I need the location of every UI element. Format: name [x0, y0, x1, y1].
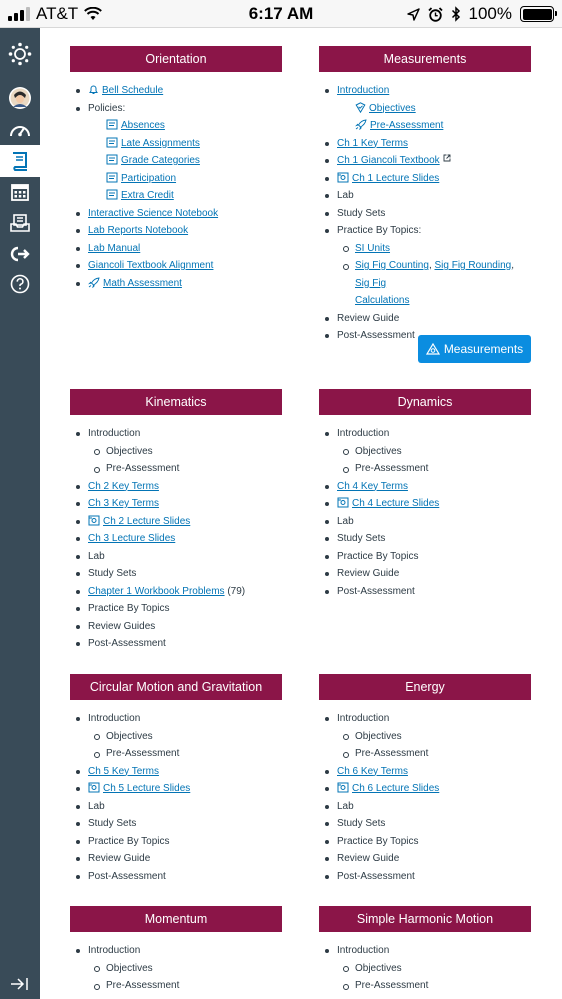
item-label: Introduction [88, 945, 141, 956]
module-header: Energy [319, 674, 531, 700]
list-item [70, 710, 282, 728]
list-item [319, 548, 531, 566]
link-sig-fig-calculations[interactable]: Sig Fig [355, 277, 387, 289]
bell-icon [88, 84, 99, 95]
link-pre-assessment[interactable]: Pre-Assessment [370, 120, 444, 131]
list-item [319, 960, 531, 978]
list-item [319, 117, 531, 135]
list-item [70, 275, 282, 293]
module-kinematics [70, 389, 282, 653]
list-item [319, 425, 531, 443]
item-label: Introduction [88, 713, 141, 724]
list-item [70, 170, 282, 188]
item-label: Lab [337, 800, 354, 812]
module-orientation [70, 46, 282, 292]
link-bell-schedule[interactable]: Bell Schedule [102, 85, 164, 96]
list-item [70, 460, 282, 478]
list-item [319, 798, 531, 816]
link-absences[interactable]: Absences [121, 120, 165, 131]
item-label: Lab [88, 800, 105, 812]
list-item [319, 240, 531, 258]
list-item [70, 565, 282, 583]
item-label: Introduction [88, 428, 141, 439]
link-giancoli-textbook[interactable]: Ch 1 Giancoli Textbook [337, 155, 440, 166]
item-label: Lab [88, 550, 105, 562]
list-item [319, 513, 531, 531]
list-item [70, 728, 282, 746]
list-item [70, 798, 282, 816]
list-item [319, 977, 531, 995]
link-grade-categories[interactable]: Grade Categories [121, 155, 200, 166]
item-label: Objectives [355, 445, 402, 457]
list-item [70, 152, 282, 170]
list-item [319, 745, 531, 763]
list-item [70, 425, 282, 443]
link-ch2-key-terms[interactable]: Ch 2 Key Terms [88, 480, 159, 492]
list-item [70, 763, 282, 781]
list-item [319, 460, 531, 478]
calendar-icon[interactable] [0, 176, 40, 208]
bluetooth-icon [451, 6, 461, 22]
list-item [70, 745, 282, 763]
module-header: Circular Motion and Gravitation [70, 674, 282, 700]
item-label: Study Sets [88, 818, 137, 829]
item-label: Pre-Assessment [355, 463, 429, 474]
list-item [70, 187, 282, 205]
list-item [70, 117, 282, 135]
list-item [319, 187, 531, 205]
link-ch5-lecture-slides[interactable]: Ch 5 Lecture Slides [103, 783, 191, 794]
item-label: Practice By Topics [88, 835, 170, 847]
list-item [70, 135, 282, 153]
item-label: Study Sets [337, 533, 386, 544]
list-item [70, 780, 282, 798]
list-item [70, 635, 282, 653]
module-header: Dynamics [319, 389, 531, 415]
list-item [70, 530, 282, 548]
list-item [70, 618, 282, 636]
slides-icon [88, 782, 100, 793]
list-item [319, 170, 531, 188]
item-label: Post-Assessment [337, 870, 415, 882]
item-label: Policies: [88, 102, 126, 114]
list-item [70, 600, 282, 618]
item-label: Post-Assessment [337, 585, 415, 597]
dashboard-icon[interactable] [0, 114, 40, 146]
list-item [319, 135, 531, 153]
item-label: Practice By Topics [337, 835, 419, 847]
list-item [319, 942, 531, 960]
module-dynamics [319, 389, 531, 600]
link-key-terms[interactable]: Ch 1 Key Terms [337, 137, 408, 149]
list-item [319, 850, 531, 868]
battery-icon [520, 6, 554, 22]
link-math-assessment[interactable]: Math Assessment [103, 277, 182, 289]
item-label: Pre-Assessment [355, 980, 429, 991]
measurements-button[interactable] [418, 335, 531, 363]
link-workbook-problems[interactable]: Chapter 1 Workbook Problems [88, 585, 225, 597]
item-label: Introduction [337, 428, 390, 439]
item-label: Post-Assessment [88, 638, 166, 649]
item-label: Pre-Assessment [106, 748, 180, 759]
module-header: Momentum [70, 906, 282, 932]
syllabus-icon [106, 137, 118, 148]
module-header: Orientation [70, 46, 282, 72]
list-item [319, 82, 531, 100]
status-bar [0, 0, 562, 28]
item-label: Pre-Assessment [106, 980, 180, 991]
item-label: Review Guide [337, 853, 400, 864]
module-energy [319, 674, 531, 885]
module-circular-motion [70, 674, 282, 885]
item-label: Practice By Topics: [337, 225, 422, 236]
list-item [319, 205, 531, 223]
triangle-icon [426, 343, 440, 355]
list-item [70, 257, 282, 275]
item-label: Objectives [106, 962, 153, 974]
item-label: Study Sets [88, 568, 137, 579]
syllabus-icon [106, 154, 118, 165]
syllabus-icon [106, 189, 118, 200]
syllabus-icon [106, 119, 118, 130]
account-avatar[interactable] [0, 82, 40, 114]
inbox-icon[interactable] [0, 207, 40, 239]
item-label: Objectives [106, 730, 153, 742]
item-label: Review Guide [88, 853, 151, 864]
item-label: Pre-Assessment [355, 748, 429, 759]
list-item [70, 583, 282, 601]
collapse-nav-icon[interactable] [0, 968, 40, 999]
help-icon[interactable] [0, 268, 40, 300]
list-item [70, 960, 282, 978]
battery-percent: 100% [468, 4, 512, 23]
alarm-icon [428, 7, 443, 22]
list-item [319, 780, 531, 798]
list-item [70, 833, 282, 851]
rocket-icon [88, 277, 100, 288]
global-nav [0, 28, 40, 999]
status-time: 6:17 AM [248, 4, 314, 23]
link-participation[interactable]: Participation [121, 172, 177, 184]
item-label: Introduction [337, 713, 390, 724]
item-label: Objectives [355, 962, 402, 974]
link-sig-fig-counting[interactable]: Sig Fig Counting [355, 260, 429, 271]
module-measurements [319, 46, 531, 345]
external-link-icon [443, 154, 451, 162]
list-item [319, 815, 531, 833]
slides-icon [337, 497, 349, 508]
link-ch3-key-terms[interactable]: Ch 3 Key Terms [88, 498, 159, 509]
link-interactive-notebook[interactable]: Interactive Science Notebook [88, 207, 219, 219]
syllabus-icon [106, 172, 118, 183]
list-item [319, 710, 531, 728]
link-ch2-lecture-slides[interactable]: Ch 2 Lecture Slides [103, 515, 191, 527]
item-label: Objectives [106, 445, 153, 457]
list-item [70, 850, 282, 868]
item-label: Objectives [355, 730, 402, 742]
item-label: Post-Assessment [337, 330, 415, 341]
list-item [319, 100, 531, 118]
list-item [70, 495, 282, 513]
canvas-logo-icon[interactable] [0, 38, 40, 70]
link-lecture-slides[interactable]: Ch 1 Lecture Slides [352, 172, 440, 184]
carrier: AT&T [36, 4, 79, 23]
list-item [70, 205, 282, 223]
module-simple-harmonic-motion [319, 906, 531, 995]
shield-check-icon [355, 102, 366, 113]
list-item [70, 942, 282, 960]
course-home-content [40, 28, 562, 999]
list-item [319, 478, 531, 496]
module-header: Simple Harmonic Motion [319, 906, 531, 932]
slides-icon [337, 172, 349, 183]
link-objectives[interactable]: Objectives [369, 102, 416, 114]
list-item [70, 100, 282, 118]
list-item [70, 443, 282, 461]
item-label: Review Guides [88, 620, 156, 632]
courses-icon[interactable] [0, 145, 40, 177]
list-item [319, 763, 531, 781]
list-item [70, 977, 282, 995]
item-label: Introduction [337, 945, 390, 956]
list-item [70, 240, 282, 258]
link-lab-manual[interactable]: Lab Manual [88, 242, 141, 254]
link-ch5-key-terms[interactable]: Ch 5 Key Terms [88, 765, 159, 777]
link-ch3-lecture-slides[interactable]: Ch 3 Lecture Slides [88, 533, 176, 544]
list-item [319, 310, 531, 328]
link-ch4-lecture-slides[interactable]: Ch 4 Lecture Slides [352, 498, 440, 509]
workbook-count: (79) [227, 585, 246, 597]
list-item [319, 222, 531, 240]
slides-icon [337, 782, 349, 793]
item-label: Review Guide [337, 568, 400, 579]
item-label: Practice By Topics [337, 550, 419, 562]
module-header: Kinematics [70, 389, 282, 415]
list-item [319, 565, 531, 583]
list-item [70, 513, 282, 531]
link-sig-fig-calculations-cont[interactable]: Calculations [355, 295, 410, 306]
list-item [319, 833, 531, 851]
link-textbook-alignment[interactable]: Giancoli Textbook Alignment [88, 260, 214, 271]
link-ch6-key-terms[interactable]: Ch 6 Key Terms [337, 765, 408, 777]
module-momentum [70, 906, 282, 995]
item-label: Post-Assessment [88, 870, 166, 882]
list-item [70, 868, 282, 886]
link-ch4-key-terms[interactable]: Ch 4 Key Terms [337, 480, 408, 492]
item-label: Practice By Topics [88, 603, 170, 614]
list-item [70, 82, 282, 100]
location-icon [407, 8, 420, 21]
list-item [70, 478, 282, 496]
list-item [319, 530, 531, 548]
list-item [70, 815, 282, 833]
link-sig-fig-rounding[interactable]: Sig Fig Rounding [434, 260, 512, 271]
list-item [319, 152, 531, 170]
list-item [70, 548, 282, 566]
list-item [319, 868, 531, 886]
list-item [319, 443, 531, 461]
list-item [319, 583, 531, 601]
item-label: Lab [337, 190, 354, 201]
slides-icon [88, 515, 100, 526]
measurements-button-label: Measurements [443, 342, 524, 356]
list-item: Sig Fig Counting, Sig Fig Rounding, Sig Fig Calculations [319, 257, 531, 310]
link-ch6-lecture-slides[interactable]: Ch 6 Lecture Slides [352, 783, 440, 794]
list-item [319, 728, 531, 746]
module-header: Measurements [319, 46, 531, 72]
list-item [70, 222, 282, 240]
item-label: Pre-Assessment [106, 463, 180, 474]
list-item [319, 495, 531, 513]
rocket-icon [355, 119, 367, 130]
link-late-assignments[interactable]: Late Assignments [121, 137, 200, 149]
item-label: Lab [337, 515, 354, 527]
commons-icon[interactable] [0, 238, 40, 270]
item-label: Review Guide [337, 312, 400, 324]
status-right [407, 4, 554, 24]
link-lab-reports-notebook[interactable]: Lab Reports Notebook [88, 225, 189, 236]
link-extra-credit[interactable]: Extra Credit [121, 190, 174, 201]
item-label: Study Sets [337, 818, 386, 829]
item-label: Study Sets [337, 207, 386, 219]
link-si-units[interactable]: SI Units [355, 242, 391, 254]
link-introduction[interactable]: Introduction [337, 85, 390, 96]
